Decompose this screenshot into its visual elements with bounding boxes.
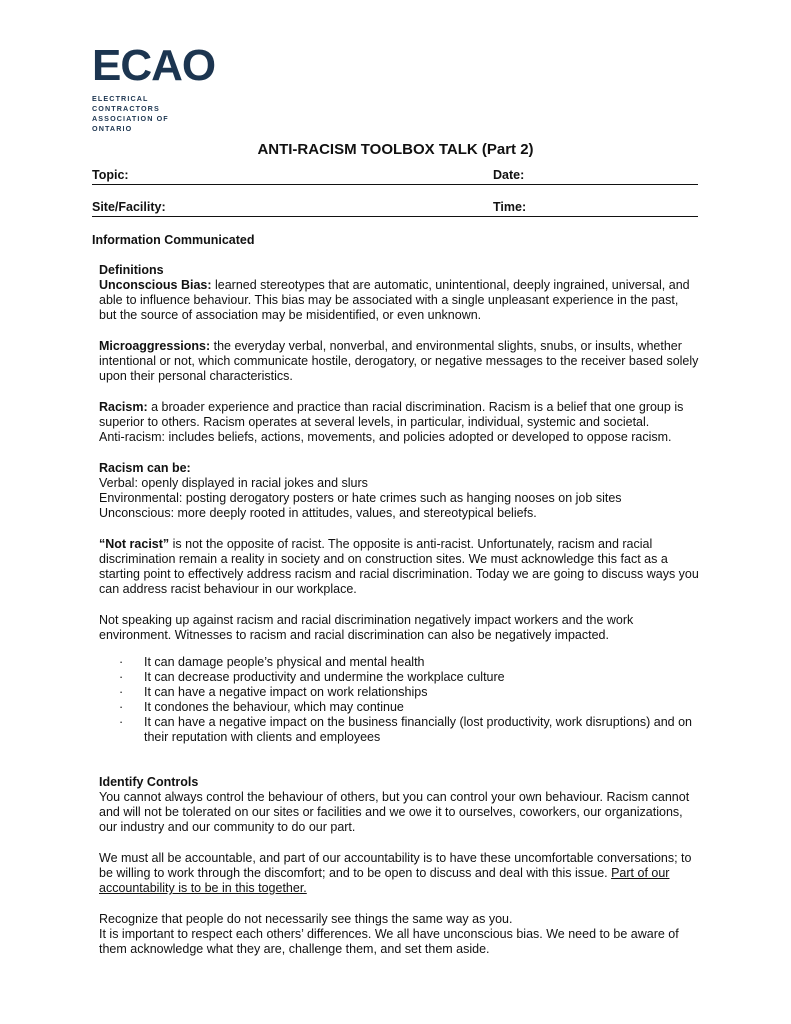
topic-label: Topic: <box>92 168 129 182</box>
list-item <box>99 685 699 700</box>
logo-subtitle <box>92 94 215 134</box>
controls-text-1: You cannot always control the behaviour of others, but you can control your own behaviour. Racism cannot and will not be tolerated on our sites or facilities and we owe it to ourselves, coworkers, our organizations, our industry and our community to do our part. <box>99 790 690 834</box>
unconscious-bias-paragraph <box>99 278 699 323</box>
anti-racism-text: Anti-racism: includes beliefs, actions, movements, and policies adopted or developed to oppose racism. <box>99 430 672 444</box>
bullet-icon: · <box>119 700 124 714</box>
time-label: Time: <box>493 200 527 214</box>
logo-line: ASSOCIATION OF <box>92 114 169 123</box>
unconscious-text: Unconscious: more deeply rooted in attitudes, values, and stereotypical beliefs. <box>99 506 537 520</box>
not-racist-term: “Not racist” <box>99 537 170 551</box>
respect-text: It is important to respect each others’ differences. We all have unconscious bias. We need to be aware of them acknowledge what they are, challenge them, and set them aside. <box>99 927 679 956</box>
list-item-text: It can have a negative impact on the business financially (lost productivity, work disruptions) and on their reputation with clients and employees <box>144 715 692 744</box>
not-speaking-paragraph: Not speaking up against racism and racial discrimination negatively impact workers and the work environment. Witnesses to racism and racial discrimination can also be negatively impacted. <box>99 613 634 642</box>
info-communicated-heading: Information Communicated <box>92 233 255 247</box>
list-item-text: It can decrease productivity and undermine the workplace culture <box>144 670 505 684</box>
not-racist-text: is not the opposite of racist. The opposite is anti-racist. Unfortunately, racism and racial discrimination remain a reality in society and on construction sites. We must acknowledge this fact as a starting point to effectively address racism and racial discrimination. Today we are going to discuss ways you can address racist behaviour in our workplace. <box>99 537 699 596</box>
bullet-icon: · <box>119 670 124 684</box>
environmental-text: Environmental: posting derogatory posters or hate crimes such as hanging nooses on job sites <box>99 491 622 505</box>
list-item-text: It can damage people’s physical and mental health <box>144 655 425 669</box>
accountability-underlined: Part of our accountability is to be in this together. <box>99 866 670 895</box>
topic-date-row <box>92 168 698 185</box>
list-item <box>99 655 699 670</box>
bullet-icon: · <box>119 715 124 729</box>
not-racist-paragraph <box>99 537 699 597</box>
racism-term: Racism: <box>99 400 148 414</box>
logo-line: ONTARIO <box>92 124 133 133</box>
bullet-icon: · <box>119 685 124 699</box>
racism-can-be-heading: Racism can be: <box>99 461 191 475</box>
site-time-row <box>92 200 698 217</box>
racism-paragraph <box>99 400 699 445</box>
accountability-text: We must all be accountable, and part of our accountability is to have these uncomfortable conversations; to be willing to work through the discomfort; and to be open to discuss and deal with this issue. <box>99 851 692 880</box>
identify-controls-heading: Identify Controls <box>99 775 199 789</box>
date-label: Date: <box>493 168 525 182</box>
accountability-paragraph <box>99 851 699 896</box>
microaggressions-paragraph <box>99 339 699 384</box>
microaggressions-text: the everyday verbal, nonverbal, and environmental slights, snubs, or insults, whether intentional or not, which communicate hostile, derogatory, or negative messages to the receiver based solely upon their personal characteristics. <box>99 339 699 383</box>
verbal-text: Verbal: openly displayed in racial jokes and slurs <box>99 476 368 490</box>
racism-text: a broader experience and practice than racial discrimination. Racism is a belief that one group is superior to others. Racism operates at several levels, in particular, individual, systemic and societal. <box>99 400 684 429</box>
list-item-text: It condones the behaviour, which may continue <box>144 700 404 714</box>
recognize-text: Recognize that people do not necessarily see things the same way as you. <box>99 912 513 926</box>
list-item <box>99 715 699 745</box>
logo-line: ELECTRICAL <box>92 94 149 103</box>
bullet-icon: · <box>119 655 124 669</box>
controls-paragraph <box>99 775 699 835</box>
recognize-paragraph <box>99 912 699 957</box>
site-facility-label: Site/Facility: <box>92 200 166 214</box>
list-item <box>99 700 699 715</box>
unconscious-bias-text: learned stereotypes that are automatic, unintentional, deeply ingrained, universal, and able to influence behaviour. This bias may be associated with a single unpleasant experience in the past, but the source of association may be misidentified, or even unknown. <box>99 278 690 322</box>
document-body <box>99 263 699 973</box>
definitions-heading: Definitions <box>99 263 164 277</box>
racism-can-be-paragraph <box>99 461 699 521</box>
document-title: ANTI-RACISM TOOLBOX TALK (Part 2) <box>257 141 534 158</box>
list-item-text: It can have a negative impact on work relationships <box>144 685 428 699</box>
impact-list <box>99 655 699 745</box>
logo-wordmark: ECAO <box>92 41 216 90</box>
microaggressions-term: Microaggressions: <box>99 339 211 353</box>
logo-line: CONTRACTORS <box>92 104 160 113</box>
list-item <box>99 670 699 685</box>
unconscious-bias-term: Unconscious Bias: <box>99 278 212 292</box>
ecao-logo <box>92 41 216 134</box>
